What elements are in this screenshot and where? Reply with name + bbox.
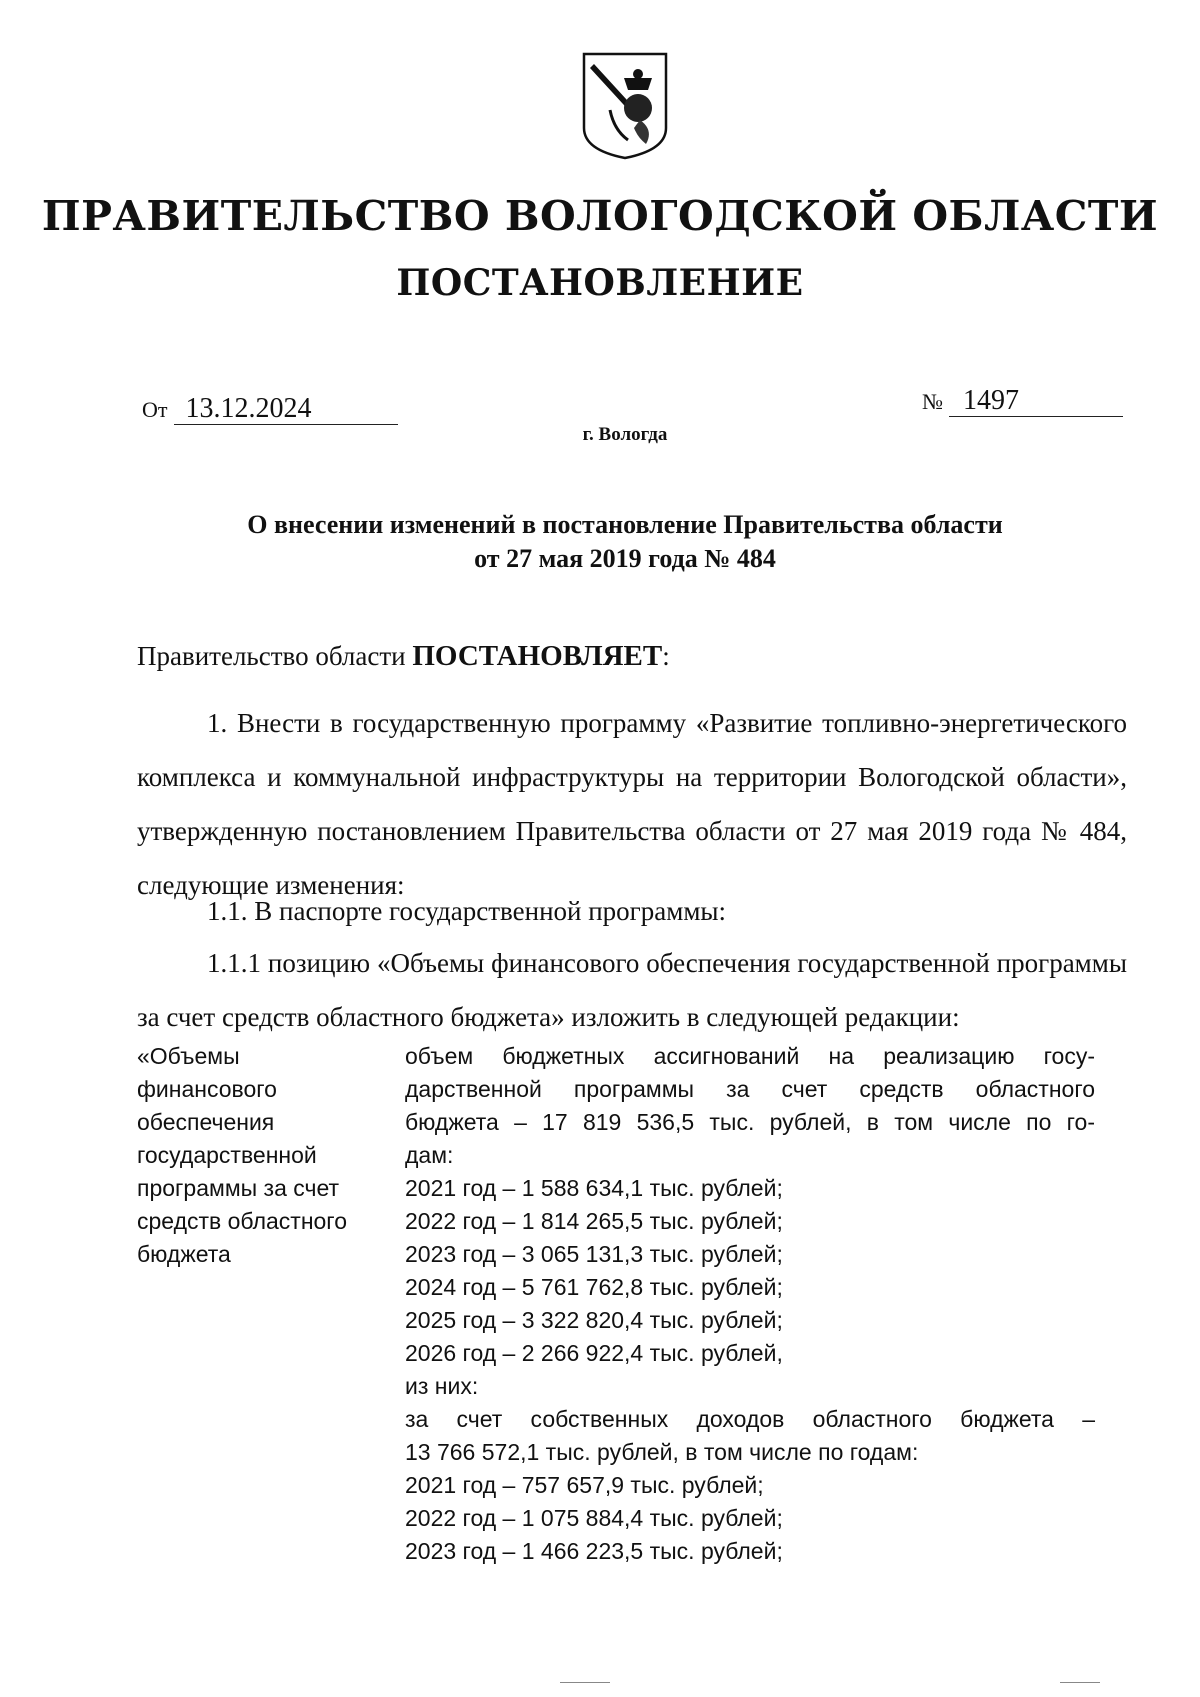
position-value-column [405,1040,1095,1568]
heading-line-2: от 27 мая 2019 года № 484 [474,544,776,573]
intro-line: дарственной программы за счет средств областного [405,1076,1095,1102]
of-them-line: из них: [405,1373,479,1399]
scan-artifact [1060,1682,1100,1683]
year-total-line: 2025 год – 3 322 820,4 тыс. рублей; [405,1307,783,1333]
position-line: средств областного [137,1208,347,1234]
own-income-line: 13 766 572,1 тыс. рублей, в том числе по годам: [405,1439,919,1465]
government-title: ПРАВИТЕЛЬСТВО ВОЛОГОДСКОЙ ОБЛАСТИ [41,192,1159,240]
position-line: обеспечения [137,1109,275,1135]
own-income-line: за счет собственных доходов областного бюджета – [405,1406,1095,1432]
year-own-line: 2021 год – 757 657,9 тыс. рублей; [405,1472,764,1498]
year-total-line: 2022 год – 1 814 265,5 тыс. рублей; [405,1208,783,1234]
paragraph-1-1-1: 1.1.1 позицию «Объемы финансового обеспечения государственной программы за счет средств областного бюджета» изложить в следующей редакции: [137,948,1127,1032]
year-own-line: 2023 год – 1 466 223,5 тыс. рублей; [405,1538,783,1564]
position-line: «Объемы [137,1043,240,1069]
heading-line-1: О внесении изменений в постановление Правительства области [247,510,1003,539]
city-label: г. Вологда [582,424,668,445]
intro-line: бюджета – 17 819 536,5 тыс. рублей, в том числе по го- [405,1109,1095,1135]
preamble-prefix: Правительство области [137,641,413,671]
number-field [922,386,1123,417]
position-name-column [137,1040,392,1271]
year-own-line: 2022 год – 1 075 884,4 тыс. рублей; [405,1505,783,1531]
year-total-line: 2026 год – 2 266 922,4 тыс. рублей, [405,1340,783,1366]
document-heading [0,508,1200,576]
document-type: ПОСТАНОВЛЕНИЕ [396,262,804,304]
year-total-line: 2021 год – 1 588 634,1 тыс. рублей; [405,1175,783,1201]
preamble-suffix: : [662,641,670,671]
date-value: 13.12.2024 [174,394,398,425]
year-total-line: 2024 год – 5 761 762,8 тыс. рублей; [405,1274,783,1300]
paragraph-1-1: 1.1. В паспорте государственной программы: [207,896,727,926]
intro-line: объем бюджетных ассигнований на реализацию госу- [405,1043,1095,1069]
paragraph-1: 1. Внести в государственную программу «Развитие топливно-энергетического комплекса и коммунальной инфраструктуры на территории Вологодской области», утвержденную постановлением Правительства области от 27 мая 2019 года № 484, следующие изменения: [137,708,1127,900]
number-label: № [922,389,943,414]
position-line: государственной [137,1142,317,1168]
position-line: финансового [137,1076,277,1102]
scan-artifact [560,1682,610,1683]
position-line: программы за счет [137,1175,340,1201]
preamble-bold: ПОСТАНОВЛЯЕТ [412,640,663,672]
date-field [142,394,398,425]
year-total-line: 2023 год – 3 065 131,3 тыс. рублей; [405,1241,783,1267]
preamble [137,640,670,673]
coat-of-arms-icon [580,50,670,162]
number-value: 1497 [949,386,1123,417]
position-line: бюджета [137,1241,231,1267]
intro-line: дам: [405,1142,454,1168]
date-label: От [142,397,168,422]
